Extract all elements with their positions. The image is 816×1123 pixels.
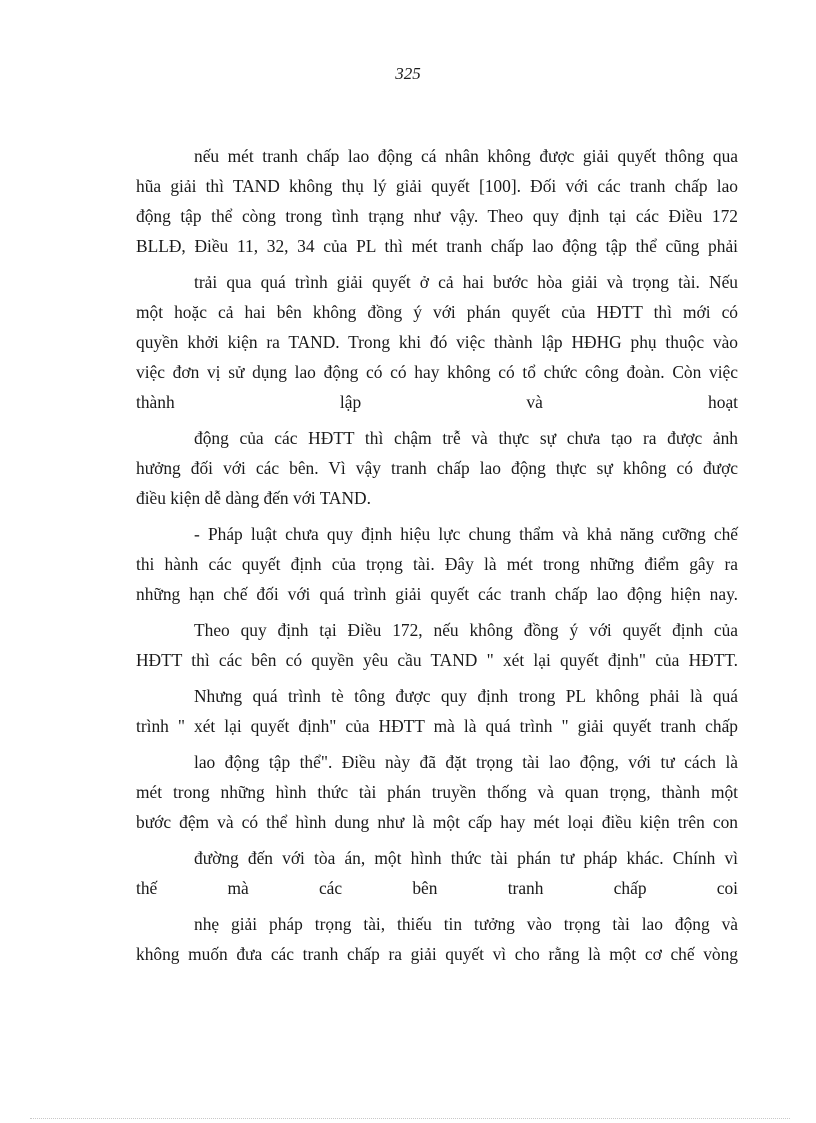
- text-line: thi hành các quyết định của trọng tài. Đây là mét trong những điểm gây ra: [136, 554, 738, 574]
- text-line: hũa giải thì TAND không thụ lý giải quyết [100]. Đối với các tranh chấp lao: [136, 176, 738, 196]
- text-line: trình " xét lại quyết định" của HĐTT mà là quá trình " giải quyết tranh chấp: [136, 716, 738, 736]
- paragraph-1: [136, 141, 738, 261]
- text-line: điều kiện dễ dàng đến với TAND.: [136, 488, 371, 508]
- text-line: mét trong những hình thức tài phán truyền thống và quan trọng, thành một: [136, 782, 738, 802]
- footer-divider: [30, 1118, 790, 1119]
- paragraph-9: [136, 909, 738, 969]
- paragraph-3: [136, 423, 738, 513]
- paragraph-8: [136, 843, 738, 903]
- text-line: những hạn chế đối với quá trình giải quyết các tranh chấp lao động hiện nay.: [136, 584, 738, 604]
- text-line: trải qua quá trình giải quyết ở cả hai bước hòa giải và trọng tài. Nếu: [194, 272, 738, 292]
- text-line: nếu mét tranh chấp lao động cá nhân không được giải quyết thông qua: [194, 146, 738, 166]
- text-line: nhẹ giải pháp trọng tài, thiếu tin tưởng vào trọng tài lao động và: [194, 914, 738, 934]
- text-line: HĐTT thì các bên có quyền yêu cầu TAND " xét lại quyết định" của HĐTT.: [136, 650, 738, 670]
- text-line: quyền khởi kiện ra TAND. Trong khi đó việc thành lập HĐHG phụ thuộc vào: [136, 332, 738, 352]
- paragraph-4: [136, 519, 738, 609]
- text-line: bước đệm và có thể hình dung như là một cấp hay mét loại điều kiện trên con: [136, 812, 738, 832]
- paragraph-6: [136, 681, 738, 741]
- text-line: Nhưng quá trình tè tông được quy định trong PL không phải là quá: [194, 686, 738, 706]
- text-line: lao động tập thể". Điều này đã đặt trọng tài lao động, với tư cách là: [194, 752, 738, 772]
- text-line: BLLĐ, Điều 11, 32, 34 của PL thì mét tranh chấp lao động tập thể cũng phải: [136, 236, 738, 256]
- text-line: một hoặc cả hai bên không đồng ý với phán quyết của HĐTT thì mới có: [136, 302, 738, 322]
- text-line: động tập thể còng trong tình trạng như vậy. Theo quy định tại các Điều 172: [136, 206, 738, 226]
- text-line: không muốn đưa các tranh chấp ra giải quyết vì cho rằng là một cơ chế vòng: [136, 944, 738, 964]
- body-text: [136, 141, 738, 969]
- text-line: hưởng đối với các bên. Vì vậy tranh chấp lao động thực sự không có được: [136, 458, 738, 478]
- paragraph-2: [136, 267, 738, 417]
- text-line: Theo quy định tại Điều 172, nếu không đồng ý với quyết định của: [194, 620, 738, 640]
- text-line: việc đơn vị sử dụng lao động có có hay không có tổ chức công đoàn. Còn việc: [136, 362, 738, 382]
- text-line: đường đến với tòa án, một hình thức tài phán tư pháp khác. Chính vì: [194, 848, 738, 868]
- paragraph-7: [136, 747, 738, 837]
- text-line: - Pháp luật chưa quy định hiệu lực chung thẩm và khả năng cưỡng chế: [194, 524, 738, 544]
- page-number: 325: [395, 64, 421, 83]
- paragraph-5: [136, 615, 738, 675]
- text-line: động của các HĐTT thì chậm trễ và thực sự chưa tạo ra được ảnh: [194, 428, 738, 448]
- text-line: thế mà các bên tranh chấp coi: [136, 878, 738, 898]
- text-line: thành lập và hoạt: [136, 392, 738, 412]
